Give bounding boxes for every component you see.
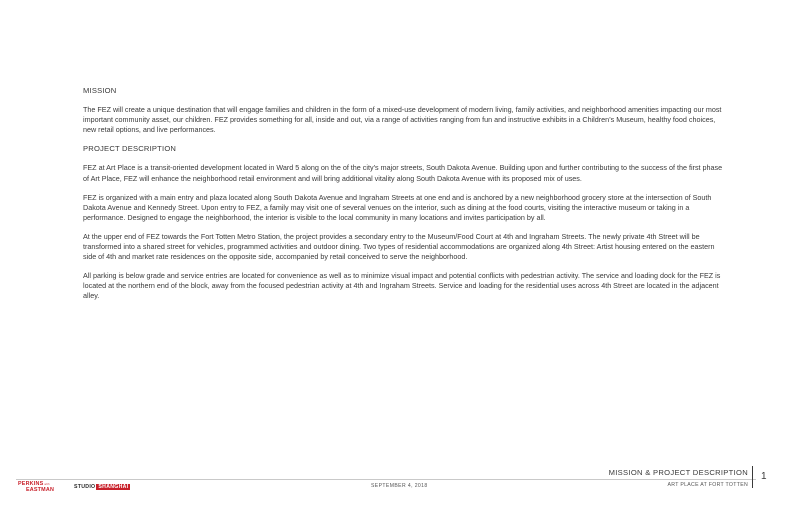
page-title: MISSION & PROJECT DESCRIPTION: [608, 468, 748, 477]
logo-text-with: with: [44, 483, 50, 486]
logo-text-eastman: EASTMAN: [26, 486, 55, 493]
project-paragraph-4: All parking is below grade and service entries are located for convenience as well as to minimize visual impact and potential conflicts with pedestrian activity. The service and loading dock for the FEZ is located at the northern end of the block, away from the focused pedestrian activity at 4th and Ingraham Streets. Service and loading for the residential uses across 4th Street are located in the adjacent alley.: [83, 271, 721, 301]
document-date: SEPTEMBER 4, 2018: [371, 483, 428, 489]
project-name: ART PLACE AT FORT TOTTEN: [667, 482, 748, 488]
studio-shanghai-logo: [74, 484, 130, 490]
document-body: [83, 86, 728, 311]
project-paragraph-1: FEZ at Art Place is a transit-oriented development located in Ward 5 along on the of the city’s major streets, South Dakota Avenue. Building upon and further contributing to the success of the first phase of Art Place, FEZ will enhance the neighborhood retail environment and will bring additional vitality along South Dakota Avenue with its proposed mix of uses.: [83, 163, 723, 183]
page-number: 1: [761, 471, 767, 482]
mission-paragraph: The FEZ will create a unique destination that will engage families and children in the form of a mixed-use development of modern living, family activities, and neighborhood amenities impacting our most important community asset, our children. FEZ provides something for all, inside and out, via a range of activities ranging from fun and instructive exhibits in a Children’s Museum, healthy food choices, new retail options, and live performances.: [83, 105, 722, 135]
logo-text-perkins: PERKINS: [18, 481, 44, 487]
project-paragraph-2: FEZ is organized with a main entry and plaza located along South Dakota Avenue and Ingraham Streets at one end and is anchored by a new neighborhood grocery store at the intersection of South Dakota Avenue and Kennedy Street. Upon entry to FEZ, a family may visit one of several venues on the interior, such as dining at the food courts, visiting the interactive museum or taking in a performance. Designed to engage the neighborhood, the interior is visible to the local community in many locations and invites participation by all.: [83, 192, 712, 222]
footer-divider: [16, 479, 756, 480]
mission-heading: MISSION: [83, 86, 117, 95]
perkins-eastman-logo: [18, 482, 54, 494]
project-paragraph-3: At the upper end of FEZ towards the Fort Totten Metro Station, the project provides a secondary entry to the Museum/Food Court at 4th and Ingraham Streets. The newly private 4th Street will be transformed into a shared street for vehicles, programmed activities and outdoor dining. Two types of residential accommodations are organized along 4th Street: Artist housing entered on the eastern side of 4th and market rate residences on the opposite side, accompanied by retail conceived to serve the neighborhood.: [83, 231, 715, 262]
logo-text-shanghai: SHANGHAI: [98, 484, 129, 490]
project-description-heading: PROJECT DESCRIPTION: [83, 144, 177, 154]
page-number-divider: [752, 466, 753, 488]
logo-text-studio: STUDIO: [74, 484, 96, 490]
